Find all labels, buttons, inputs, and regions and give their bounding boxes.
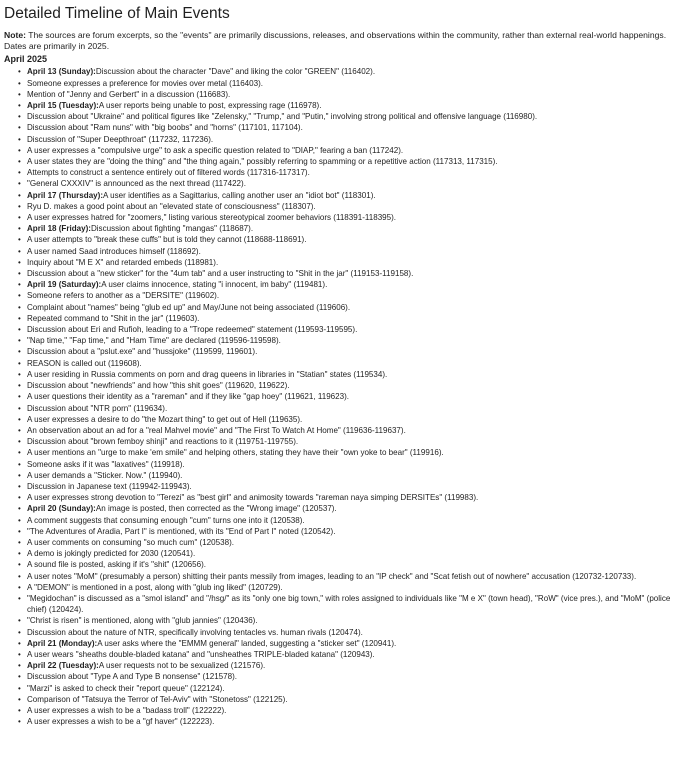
timeline-text: A user identifies as a Sagittarius, calling another user an "idiot bot" (118301). [103,190,376,200]
timeline-text: A user demands a "Sticker. Now." (119940). [27,470,183,480]
timeline-item [27,537,685,548]
timeline-item [27,201,685,212]
timeline-item [27,425,685,436]
timeline-text: A user reports being unable to post, expressing rage (116978). [98,101,322,111]
timeline-item [27,335,685,346]
timeline-item [27,492,685,503]
timeline-item [27,268,685,279]
timeline-item [27,391,685,402]
timeline-item [27,212,685,223]
timeline-text: Inquiry about "M E X" and retarded embeds (118981). [27,257,219,267]
timeline-text: A user named Saad introduces himself (118692). [27,246,201,256]
timeline-text: A user comments on consuming "so much cum" (120538). [27,537,234,547]
timeline-item [27,380,685,391]
timeline-text: Discussion about a "new sticker" for the "4um tab" and a user instructing to "Shit in the jar" (119153-119158). [27,269,414,279]
timeline-item [27,257,685,268]
timeline-item [27,134,685,145]
timeline-text: Someone refers to another as a "DERSITE" (119602). [27,291,220,301]
note-text: The sources are forum excerpts, so the "events" are primarily discussions, releases, and observations within the community, rather than external real-world happenings. Dates are primarily in 2025. [4,30,667,52]
timeline-item [27,100,685,111]
timeline-item [27,190,685,201]
timeline-text: Repeated command to "Shit in the jar" (119603). [27,313,200,323]
timeline-text: An observation about an ad for a "real Mahvel movie" and "The First To Watch At Home" (119636-119637). [27,425,406,435]
timeline-text: A user requests not to be sexualized (121576). [98,661,266,671]
timeline-text: REASON is called out (119608). [27,358,142,368]
month-heading: April 2025 [4,54,48,65]
timeline-text: Someone expresses a preference for movies over metal (116403). [27,78,264,88]
timeline-item [27,571,685,582]
note-paragraph [4,30,685,52]
timeline-text: "The Adventures of Aradia, Part I" is mentioned, with its "End of Part I" noted (120542). [27,526,336,536]
timeline-item [27,615,685,626]
timeline-item [27,403,685,414]
timeline-item [27,111,685,122]
timeline-text: A user mentions an "urge to make 'em smile" and helping others, stating they have their "own yoke to bear" (119916). [27,448,444,458]
timeline-item [27,459,685,470]
timeline-text: A user states they are "doing the thing" and "the thing again," possibly referring to spamming or a repetitive action (117313, 117315). [27,157,498,167]
timeline-text: Discussion about fighting "mangas" (118687). [90,224,254,234]
timeline-item [27,156,685,167]
timeline-text: Discussion about "Ram nuns" with "big boobs" and "horns" (117101, 117104). [27,123,303,133]
timeline-item [27,705,685,716]
timeline-item [27,593,685,615]
timeline-text: Discussion about "Type A and Type B nonsense" (121578). [27,672,238,682]
timeline-text: A user expresses strong devotion to "Terezi" as "best girl" and animosity towards "rareman naya simping DERSITEs" (119983). [27,493,479,503]
timeline-text: A user expresses a wish to be a "badass troll" (122222). [27,705,227,715]
timeline-text: Comparison of "Tatsuya the Terror of Tel-Aviv" with "Stonetoss" (122125). [27,694,288,704]
timeline-text: A demo is jokingly predicted for 2030 (120541). [27,549,196,559]
timeline-text: A user asks where the "EMMM general" landed, suggesting a "sticker set" (120941). [97,638,397,648]
timeline-item [27,470,685,481]
timeline-text: Discussion of "Super Deepthroat" (117232, 117236). [27,134,214,144]
timeline-text: Discussion about "brown femboy shinji" and reactions to it (119751-119755). [27,437,299,447]
timeline-item [27,302,685,313]
timeline-item [27,358,685,369]
timeline-text: Someone asks if it was "laxatives" (119918). [27,459,185,469]
timeline-item [27,582,685,593]
timeline-item [27,346,685,357]
timeline-text: A user expresses hatred for "zoomers," listing various stereotypical zoomer behaviors (118391-118395). [27,213,397,223]
timeline-text: A user expresses a wish to be a "gf haver" (122223). [27,717,215,727]
timeline-text: Discussion about "newfriends" and how "this shit goes" (119620, 119622). [27,381,290,391]
timeline-date: April 15 (Tuesday): [27,101,99,111]
timeline-item [27,178,685,189]
timeline-text: Mention of "Jenny and Gerbert" in a discussion (116683). [27,89,231,99]
timeline-text: A user attempts to "break these cuffs" but is told they cannot (118688-118691). [27,235,307,245]
timeline-text: Complaint about "names" being "glub ed up" and May/June not being associated (119606). [27,302,351,312]
timeline-text: A user questions their identity as a "rareman" and if they like "gap hoey" (119621, 119623). [27,392,350,402]
timeline-date: April 22 (Tuesday): [27,661,99,671]
timeline-text: A user expresses a desire to do "the Mozart thing" to get out of Hell (119635). [27,414,303,424]
timeline-item [27,89,685,100]
timeline-text: A user claims innocence, stating "i innocent, im baby" (119481). [101,280,328,290]
timeline-text: A user wears "sheaths double-bladed katana" and "unsheathes TRIPLE-bladed katana" (120943). [27,649,375,659]
timeline-date: April 21 (Monday): [27,638,98,648]
timeline-item [27,694,685,705]
timeline-item [27,414,685,425]
timeline-item [27,145,685,156]
timeline-item [27,167,685,178]
timeline-text: Discussion in Japanese text (119942-119943). [27,481,192,491]
timeline-text: An image is posted, then corrected as the "Wrong image" (120537). [95,504,337,514]
timeline-list [4,66,685,727]
timeline-text: A comment suggests that consuming enough "cum" turns one into it (120538). [27,515,305,525]
timeline-item [27,66,685,77]
timeline-text: A user expresses a "compulsive urge" to ask a specific question related to "DIAP," fearing a ban (117242). [27,145,404,155]
timeline-item [27,369,685,380]
timeline-item [27,638,685,649]
timeline-item [27,122,685,133]
timeline-item [27,716,685,727]
timeline-item [27,223,685,234]
timeline-text: "Marzi" is asked to check their "report queue" (122124). [27,683,225,693]
timeline-item [27,447,685,458]
timeline-text: "Christ is risen" is mentioned, along with "glub jannies" (120436). [27,616,258,626]
timeline-text: A user residing in Russia comments on porn and drag queens in libraries in "Statian" states (119534). [27,369,388,379]
timeline-item [27,234,685,245]
timeline-item [27,548,685,559]
timeline-text: "General CXXXIV" is announced as the next thread (117422). [27,179,246,189]
timeline-date: April 13 (Sunday): [27,67,96,77]
timeline-text: A user notes "MoM" (presumably a person) shitting their pants messily from images, leading to an "IP check" and "Scat fetish out of nowhere" accusation (120732-120733). [27,571,637,581]
timeline-item [27,481,685,492]
timeline-text: Discussion about the nature of NTR, specifically involving tentacles vs. human rivals (120474). [27,627,363,637]
timeline-text: Discussion about "NTR porn" (119634). [27,403,168,413]
timeline-item [27,559,685,570]
timeline-text: Ryu D. makes a good point about an "elevated state of consciousness" (118307). [27,201,316,211]
timeline-item [27,78,685,89]
timeline-date: April 19 (Saturday): [27,280,102,290]
timeline-date: April 17 (Thursday): [27,190,104,200]
timeline-item [27,279,685,290]
timeline-text: Discussion about "Ukraine" and political figures like "Zelensky," "Trump," and "Putin," involving strong political and offensive language (116980). [27,112,538,122]
timeline-item [27,526,685,537]
timeline-item [27,671,685,682]
timeline-item [27,313,685,324]
timeline-item [27,649,685,660]
timeline-date: April 18 (Friday): [27,224,91,234]
timeline-text: Discussion about the character "Dave" and liking the color "GREEN" (116402). [95,67,376,77]
timeline-item [27,515,685,526]
timeline-text: A "DEMON" is mentioned in a post, along with "glub ing liked" (120729). [27,582,283,592]
note-label: Note: [4,30,26,40]
timeline-text: Discussion about a "pslut.exe" and "hussjoke" (119599, 119601). [27,347,258,357]
timeline-item [27,436,685,447]
timeline-text: A sound file is posted, asking if it's "shit" (120656). [27,560,207,570]
timeline-date: April 20 (Sunday): [27,504,96,514]
timeline-text: Discussion about Eri and Rufioh, leading to a "Trope redeemed" statement (119593-119595). [27,325,358,335]
timeline-item [27,246,685,257]
timeline-text: "Nap time," "Fap time," and "Ham Time" are declared (119596-119598). [27,336,281,346]
timeline-item [27,627,685,638]
timeline-item [27,683,685,694]
timeline-text: Attempts to construct a sentence entirely out of filtered words (117316-117317). [27,168,310,178]
page-title: Detailed Timeline of Main Events [4,5,230,22]
timeline-item [27,290,685,301]
timeline-text: "Megidochan" is discussed as a "smol island" and "/hsg/" as its "only one big town," with roles assigned to individuals like "M e X" (town head), "RoW" (vice pres.), and "MoM" (police chief) (120424). [27,593,671,615]
timeline-item [27,503,685,514]
timeline-item [27,660,685,671]
timeline-item [27,324,685,335]
